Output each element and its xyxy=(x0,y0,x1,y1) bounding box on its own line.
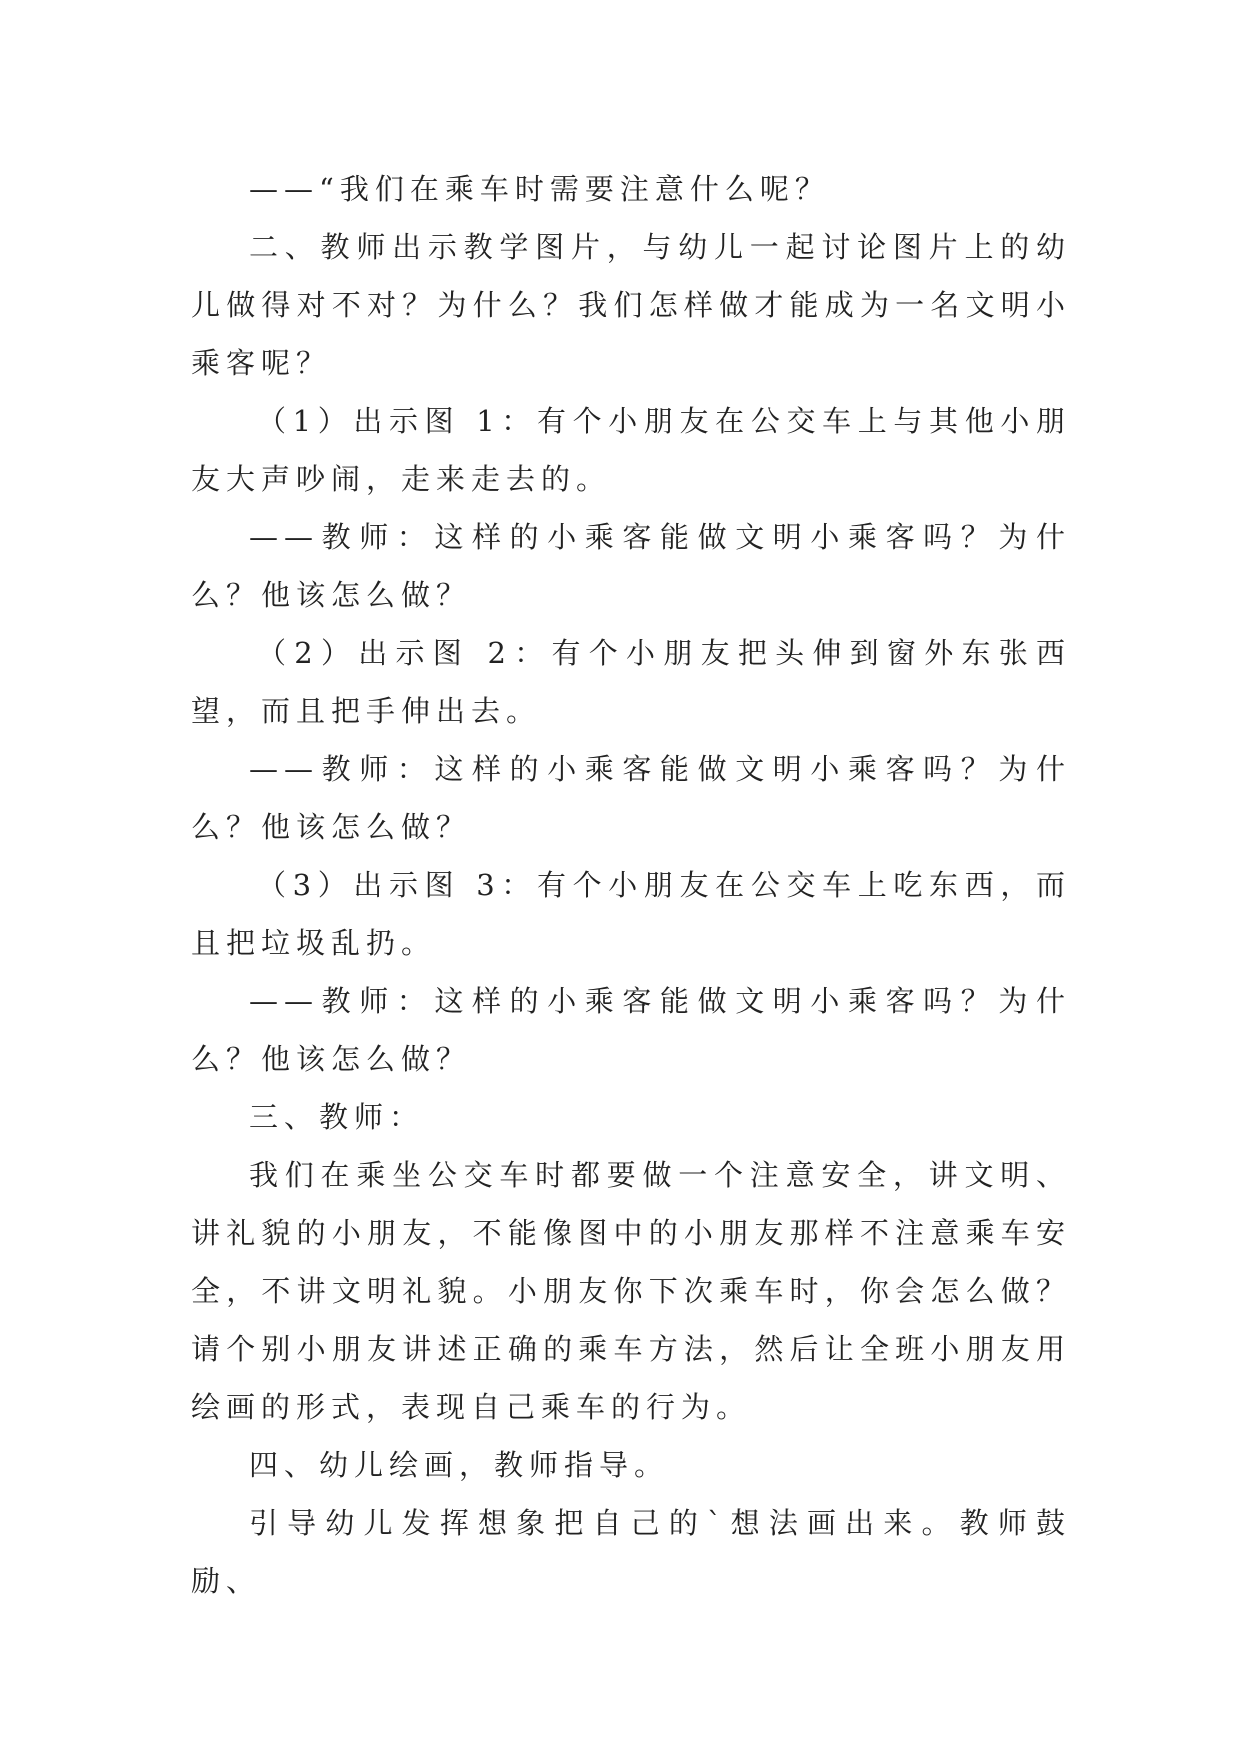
paragraph-picture-2: （2）出示图 2：有个小朋友把头伸到窗外东张西望，而且把手伸出去。 xyxy=(191,636,1071,728)
paragraph-section-3-heading: 三、教师： xyxy=(249,1100,425,1134)
paragraph-picture-1: （1）出示图 1：有个小朋友在公交车上与其他小朋友大声吵闹，走来走去的。 xyxy=(191,404,1071,496)
paragraph-section-2: 二、教师出示教学图片，与幼儿一起讨论图片上的幼儿做得对不对？为什么？我们怎样做才能成为一名文明小乘客呢？ xyxy=(191,230,1071,380)
paragraph-teacher-question-3: ——教师：这样的小乘客能做文明小乘客吗？为什么？他该怎么做？ xyxy=(191,984,1071,1076)
document-page xyxy=(191,160,1071,1610)
paragraph-intro-question: ——“我们在乘车时需要注意什么呢？ xyxy=(249,172,830,206)
paragraph-section-4-heading: 四、幼儿绘画，教师指导。 xyxy=(249,1448,670,1482)
paragraph-picture-3: （3）出示图 3：有个小朋友在公交车上吃东西，而且把垃圾乱扔。 xyxy=(191,868,1071,960)
paragraph-teacher-question-1: ——教师：这样的小乘客能做文明小乘客吗？为什么？他该怎么做？ xyxy=(191,520,1071,612)
paragraph-teacher-question-2: ——教师：这样的小乘客能做文明小乘客吗？为什么？他该怎么做？ xyxy=(191,752,1071,844)
paragraph-section-3-body: 我们在乘坐公交车时都要做一个注意安全，讲文明、讲礼貌的小朋友，不能像图中的小朋友那样不注意乘车安全，不讲文明礼貌。小朋友你下次乘车时，你会怎么做？请个别小朋友讲述正确的乘车方法，然后让全班小朋友用绘画的形式，表现自己乘车的行为。 xyxy=(191,1158,1071,1424)
paragraph-section-4-body: 引导幼儿发挥想象把自己的`想法画出来。教师鼓励、 xyxy=(191,1506,1071,1598)
